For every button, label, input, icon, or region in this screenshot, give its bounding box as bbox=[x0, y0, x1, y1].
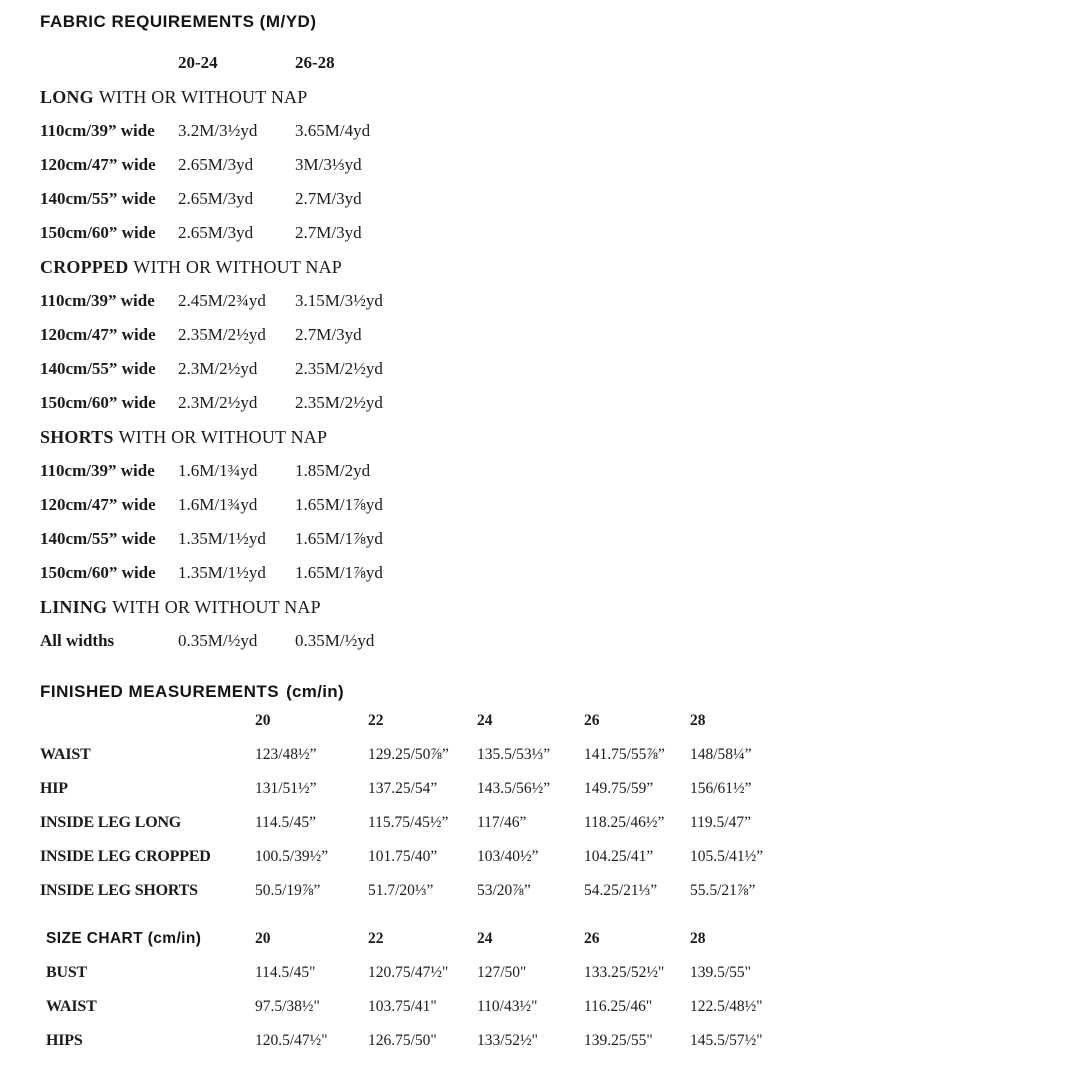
yardage-20-24: 2.3M/2½yd bbox=[178, 393, 258, 412]
measurement-label: HIP bbox=[40, 780, 68, 797]
width-label: 110cm/39” wide bbox=[40, 461, 155, 480]
measurement-value: 104.25/41” bbox=[584, 848, 654, 865]
yardage-20-24: 1.35M/1½yd bbox=[178, 563, 266, 582]
table-row bbox=[40, 284, 1080, 318]
body-measurement-value: 139.25/55" bbox=[584, 1032, 653, 1049]
yardage-26-28: 1.65M/1⅞yd bbox=[295, 495, 383, 514]
table-row bbox=[40, 148, 1080, 182]
table-row bbox=[40, 806, 1080, 840]
fabric-size-header-row bbox=[40, 46, 1080, 80]
measurement-value: 143.5/56½” bbox=[477, 780, 551, 797]
size-chart-title: SIZE CHART (cm/in) bbox=[46, 930, 202, 947]
measurement-value: 137.25/54” bbox=[368, 780, 438, 797]
body-measurement-value: 103.75/41" bbox=[368, 998, 437, 1015]
width-label: 120cm/47” wide bbox=[40, 155, 156, 174]
table-row bbox=[40, 990, 1080, 1024]
yardage-26-28: 2.35M/2½yd bbox=[295, 359, 383, 378]
width-label: 150cm/60” wide bbox=[40, 563, 156, 582]
table-row bbox=[40, 556, 1080, 590]
size-header-row bbox=[40, 704, 1080, 738]
table-row bbox=[40, 182, 1080, 216]
size-chart-table bbox=[40, 922, 1080, 1058]
yardage-20-24: 2.65M/3yd bbox=[178, 189, 254, 208]
finished-measurements-title-text: FINISHED MEASUREMENTS bbox=[40, 682, 280, 701]
body-measurement-value: 139.5/55" bbox=[690, 964, 752, 981]
measurement-value: 123/48½” bbox=[255, 746, 317, 763]
table-row bbox=[40, 386, 1080, 420]
table-row bbox=[40, 738, 1080, 772]
table-row bbox=[40, 454, 1080, 488]
width-label: 140cm/55” wide bbox=[40, 529, 156, 548]
body-measurement-value: 133/52½" bbox=[477, 1032, 539, 1049]
measurement-value: 51.7/20⅓” bbox=[368, 882, 434, 899]
yardage-20-24: 2.3M/2½yd bbox=[178, 359, 258, 378]
measurement-label: INSIDE LEG SHORTS bbox=[40, 882, 198, 899]
yardage-26-28: 0.35M/½yd bbox=[295, 631, 375, 650]
yardage-26-28: 1.85M/2yd bbox=[295, 461, 371, 480]
size-header-26: 26 bbox=[584, 712, 600, 729]
section-nap-note: WITH OR WITHOUT NAP bbox=[118, 427, 328, 447]
table-row bbox=[40, 874, 1080, 908]
yardage-26-28: 3.15M/3½yd bbox=[295, 291, 383, 310]
width-label: All widths bbox=[40, 631, 115, 650]
table-row bbox=[40, 352, 1080, 386]
yardage-20-24: 2.35M/2½yd bbox=[178, 325, 266, 344]
section-nap-note: WITH OR WITHOUT NAP bbox=[133, 257, 343, 277]
fabric-requirements-table bbox=[40, 46, 1080, 658]
measurement-value: 114.5/45” bbox=[255, 814, 316, 831]
size-header-28: 28 bbox=[690, 930, 706, 947]
finished-measurements-table bbox=[40, 704, 1080, 908]
size-header-26: 26 bbox=[584, 930, 600, 947]
body-measurement-value: 122.5/48½" bbox=[690, 998, 763, 1015]
finished-measurements-unit: (cm/in) bbox=[286, 682, 344, 701]
table-row bbox=[40, 1024, 1080, 1058]
yardage-26-28: 1.65M/1⅞yd bbox=[295, 563, 383, 582]
body-measurement-label: HIPS bbox=[46, 1032, 83, 1049]
section-name: SHORTS bbox=[40, 427, 114, 447]
measurement-value: 105.5/41½” bbox=[690, 848, 764, 865]
width-label: 150cm/60” wide bbox=[40, 393, 156, 412]
table-row bbox=[40, 488, 1080, 522]
measurement-value: 119.5/47” bbox=[690, 814, 751, 831]
section-name: CROPPED bbox=[40, 257, 129, 277]
measurement-value: 135.5/53⅓” bbox=[477, 746, 551, 763]
yardage-26-28: 3M/3⅓yd bbox=[295, 155, 362, 174]
body-measurement-value: 110/43½" bbox=[477, 998, 538, 1015]
table-row bbox=[40, 840, 1080, 874]
yardage-20-24: 2.65M/3yd bbox=[178, 155, 254, 174]
section-header-long bbox=[40, 80, 1080, 114]
yardage-26-28: 2.35M/2½yd bbox=[295, 393, 383, 412]
size-chart-header-row bbox=[40, 922, 1080, 956]
section-nap-note: WITH OR WITHOUT NAP bbox=[98, 87, 308, 107]
measurement-value: 103/40½” bbox=[477, 848, 539, 865]
table-row bbox=[40, 114, 1080, 148]
measurement-value: 131/51½” bbox=[255, 780, 317, 797]
yardage-26-28: 1.65M/1⅞yd bbox=[295, 529, 383, 548]
section-name: LONG bbox=[40, 87, 94, 107]
measurement-value: 54.25/21⅓” bbox=[584, 882, 658, 899]
section-header-cropped bbox=[40, 250, 1080, 284]
yardage-20-24: 2.45M/2¾yd bbox=[178, 291, 266, 310]
measurement-value: 101.75/40” bbox=[368, 848, 438, 865]
measurement-value: 141.75/55⅞” bbox=[584, 746, 665, 763]
body-measurement-label: BUST bbox=[46, 964, 87, 981]
measurement-value: 149.75/59” bbox=[584, 780, 654, 797]
width-label: 140cm/55” wide bbox=[40, 359, 156, 378]
width-label: 150cm/60” wide bbox=[40, 223, 156, 242]
table-row bbox=[40, 216, 1080, 250]
body-measurement-value: 116.25/46" bbox=[584, 998, 653, 1015]
size-header-22: 22 bbox=[368, 930, 384, 947]
size-header-28: 28 bbox=[690, 712, 706, 729]
size-header-24: 24 bbox=[477, 930, 493, 947]
width-label: 140cm/55” wide bbox=[40, 189, 156, 208]
section-header-lining bbox=[40, 590, 1080, 624]
body-measurement-value: 126.75/50" bbox=[368, 1032, 437, 1049]
measurement-value: 156/61½” bbox=[690, 780, 752, 797]
width-label: 120cm/47” wide bbox=[40, 325, 156, 344]
measurement-label: INSIDE LEG LONG bbox=[40, 814, 182, 831]
yardage-26-28: 2.7M/3yd bbox=[295, 325, 362, 344]
measurement-value: 118.25/46½” bbox=[584, 814, 665, 831]
section-name: LINING bbox=[40, 597, 108, 617]
section-header-shorts bbox=[40, 420, 1080, 454]
measurement-value: 129.25/50⅞” bbox=[368, 746, 449, 763]
width-label: 120cm/47” wide bbox=[40, 495, 156, 514]
body-measurement-value: 97.5/38½" bbox=[255, 998, 320, 1015]
body-measurement-value: 133.25/52½" bbox=[584, 964, 665, 981]
finished-measurements-title bbox=[40, 682, 1080, 702]
size-header-24: 24 bbox=[477, 712, 493, 729]
yardage-20-24: 1.6M/1¾yd bbox=[178, 461, 258, 480]
yardage-20-24: 1.35M/1½yd bbox=[178, 529, 266, 548]
yardage-26-28: 2.7M/3yd bbox=[295, 189, 362, 208]
yardage-20-24: 3.2M/3½yd bbox=[178, 121, 258, 140]
body-measurement-value: 120.5/47½" bbox=[255, 1032, 328, 1049]
measurement-value: 55.5/21⅞” bbox=[690, 882, 756, 899]
table-row bbox=[40, 624, 1080, 658]
measurement-label: INSIDE LEG CROPPED bbox=[40, 848, 211, 865]
size-header-20: 20 bbox=[255, 712, 271, 729]
table-row bbox=[40, 956, 1080, 990]
measurement-value: 50.5/19⅞” bbox=[255, 882, 321, 899]
yardage-20-24: 1.6M/1¾yd bbox=[178, 495, 258, 514]
yardage-20-24: 2.65M/3yd bbox=[178, 223, 254, 242]
size-header-20: 20 bbox=[255, 930, 271, 947]
measurement-value: 117/46” bbox=[477, 814, 527, 831]
measurement-value: 115.75/45½” bbox=[368, 814, 449, 831]
measurement-label: WAIST bbox=[40, 746, 91, 763]
size-header-22: 22 bbox=[368, 712, 384, 729]
yardage-26-28: 3.65M/4yd bbox=[295, 121, 371, 140]
width-label: 110cm/39” wide bbox=[40, 121, 155, 140]
body-measurement-value: 127/50" bbox=[477, 964, 527, 981]
section-nap-note: WITH OR WITHOUT NAP bbox=[112, 597, 321, 617]
fabric-requirements-title: FABRIC REQUIREMENTS (M/YD) bbox=[40, 12, 317, 31]
body-measurement-value: 145.5/57½" bbox=[690, 1032, 763, 1049]
measurement-value: 53/20⅞” bbox=[477, 882, 531, 899]
measurement-value: 148/58¼” bbox=[690, 746, 752, 763]
fabric-col-header-20-24: 20-24 bbox=[178, 53, 218, 72]
body-measurement-label: WAIST bbox=[46, 998, 97, 1015]
measurement-value: 100.5/39½” bbox=[255, 848, 329, 865]
body-measurement-value: 114.5/45" bbox=[255, 964, 316, 981]
width-label: 110cm/39” wide bbox=[40, 291, 155, 310]
table-row bbox=[40, 318, 1080, 352]
yardage-26-28: 2.7M/3yd bbox=[295, 223, 362, 242]
table-row bbox=[40, 522, 1080, 556]
body-measurement-value: 120.75/47½" bbox=[368, 964, 449, 981]
yardage-20-24: 0.35M/½yd bbox=[178, 631, 258, 650]
table-row bbox=[40, 772, 1080, 806]
fabric-col-header-26-28: 26-28 bbox=[295, 53, 335, 72]
